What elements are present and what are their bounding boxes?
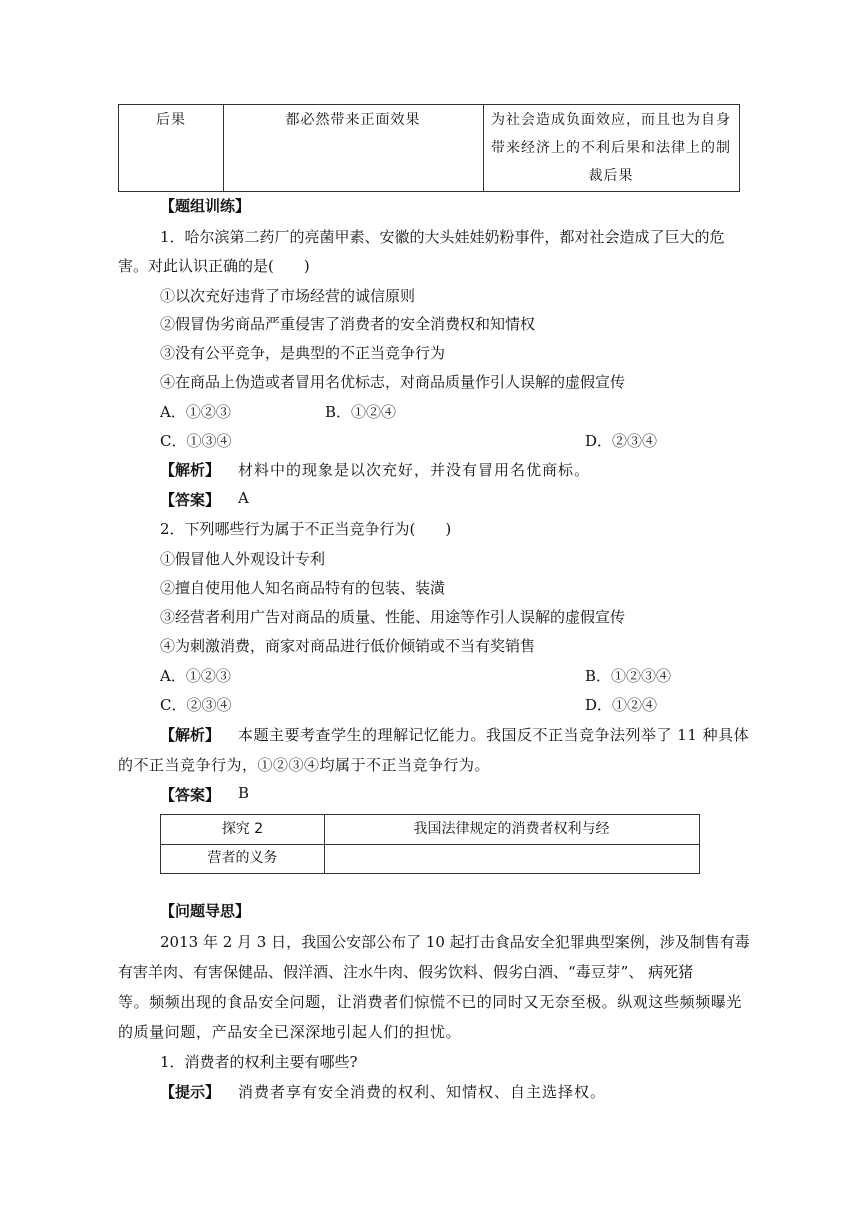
q2-analysis-line2: 的不正当竞争行为，①②③④均属于不正当竞争行为。 xyxy=(118,756,491,774)
q1-item-1: ①以次充好违背了市场经营的诚信原则 xyxy=(160,287,416,305)
q2-option-b: B．①②③④ xyxy=(585,667,672,685)
guide-para-line4: 的质量问题，产品安全已深深地引起人们的担忧。 xyxy=(118,1023,462,1041)
q2-item-3: ③经营者利用广告对商品的质量、性能、用途等作引人误解的虚假宣传 xyxy=(160,608,626,626)
hint-label: 【提示】 xyxy=(160,1083,221,1101)
guide-heading: 【问题导思】 xyxy=(160,902,251,920)
q1-option-c: C．①③④ xyxy=(160,432,232,450)
q1-analysis-text: 材料中的现象是以次充好，并没有冒用名优商标。 xyxy=(238,461,591,479)
q1-option-b: B．①②④ xyxy=(325,403,397,421)
table-cell-negative-line3: 裁后果 xyxy=(588,168,634,184)
guide-para-line3: 等。频频出现的食品安全问题，让消费者们惊慌不已的同时又无奈至极。纵观这些频频曝光 xyxy=(118,993,743,1011)
table-cell-positive: 都必然带来正面效果 xyxy=(285,112,421,128)
table-cell-negative-line2: 带来经济上的不利后果和法律上的制 xyxy=(491,140,731,156)
inquiry-title-cont: 营者的义务 xyxy=(207,850,278,866)
q1-analysis-label: 【解析】 xyxy=(160,461,221,479)
q1-item-4: ④在商品上伪造或者冒用名优标志，对商品质量作引人误解的虚假宣传 xyxy=(160,373,626,391)
q2-answer-label: 【答案】 xyxy=(160,786,221,804)
q2-option-d: D．①②④ xyxy=(585,696,658,714)
q2-item-2: ②擅自使用他人知名商品特有的包装、装潢 xyxy=(160,579,446,597)
q2-option-c: C．②③④ xyxy=(160,696,232,714)
inquiry-number: 探究 2 xyxy=(221,821,264,837)
q1-stem-line1: 1．哈尔滨第二药厂的亮菌甲素、安徽的大头娃娃奶粉事件，都对社会造成了巨大的危 xyxy=(160,228,725,246)
hint-text: 消费者享有安全消费的权利、知情权、自主选择权。 xyxy=(238,1083,607,1101)
q2-analysis-label: 【解析】 xyxy=(160,726,221,744)
q1-answer-text: A xyxy=(238,489,249,507)
q1-option-d: D．②③④ xyxy=(585,432,658,450)
q1-stem-line2: 害。对此认识正确的是( ) xyxy=(118,257,310,275)
q1-item-2: ②假冒伪劣商品严重侵害了消费者的安全消费权和知情权 xyxy=(160,315,536,333)
inquiry-table xyxy=(160,814,700,874)
q2-answer-text: B xyxy=(238,784,250,802)
q1-answer-label: 【答案】 xyxy=(160,491,221,509)
consequence-table xyxy=(118,104,740,192)
q1-item-3: ③没有公平竞争，是典型的不正当竞争行为 xyxy=(160,344,446,362)
group-training-heading: 【题组训练】 xyxy=(160,197,251,215)
table-cell-label: 后果 xyxy=(156,112,186,128)
q2-item-4: ④为刺激消费，商家对商品进行低价倾销或不当有奖销售 xyxy=(160,637,536,655)
q2-stem: 2．下列哪些行为属于不正当竞争行为( ) xyxy=(160,520,452,538)
guide-para-line1: 2013 年 2 月 3 日，我国公安部公布了 10 起打击食品安全犯罪典型案例，涉及制售有毒 xyxy=(160,933,750,951)
q1-option-a: A．①②③ xyxy=(160,403,231,421)
inquiry-title: 我国法律规定的消费者权利与经 xyxy=(413,821,610,837)
guide-para-line2: 有害羊肉、有害保健品、假洋酒、注水牛肉、假劣饮料、假劣白酒、“毒豆芽”、 病死猪 xyxy=(118,963,694,981)
table-cell-negative-line1: 为社会造成负面效应，而且也为自身 xyxy=(491,112,731,128)
q2-option-a: A．①②③ xyxy=(160,667,231,685)
q2-analysis-line1: 本题主要考查学生的理解记忆能力。我国反不正当竞争法列举了 11 种具体 xyxy=(238,726,750,744)
guide-question: 1．消费者的权利主要有哪些? xyxy=(160,1053,358,1071)
q2-item-1: ①假冒他人外观设计专利 xyxy=(160,550,326,568)
